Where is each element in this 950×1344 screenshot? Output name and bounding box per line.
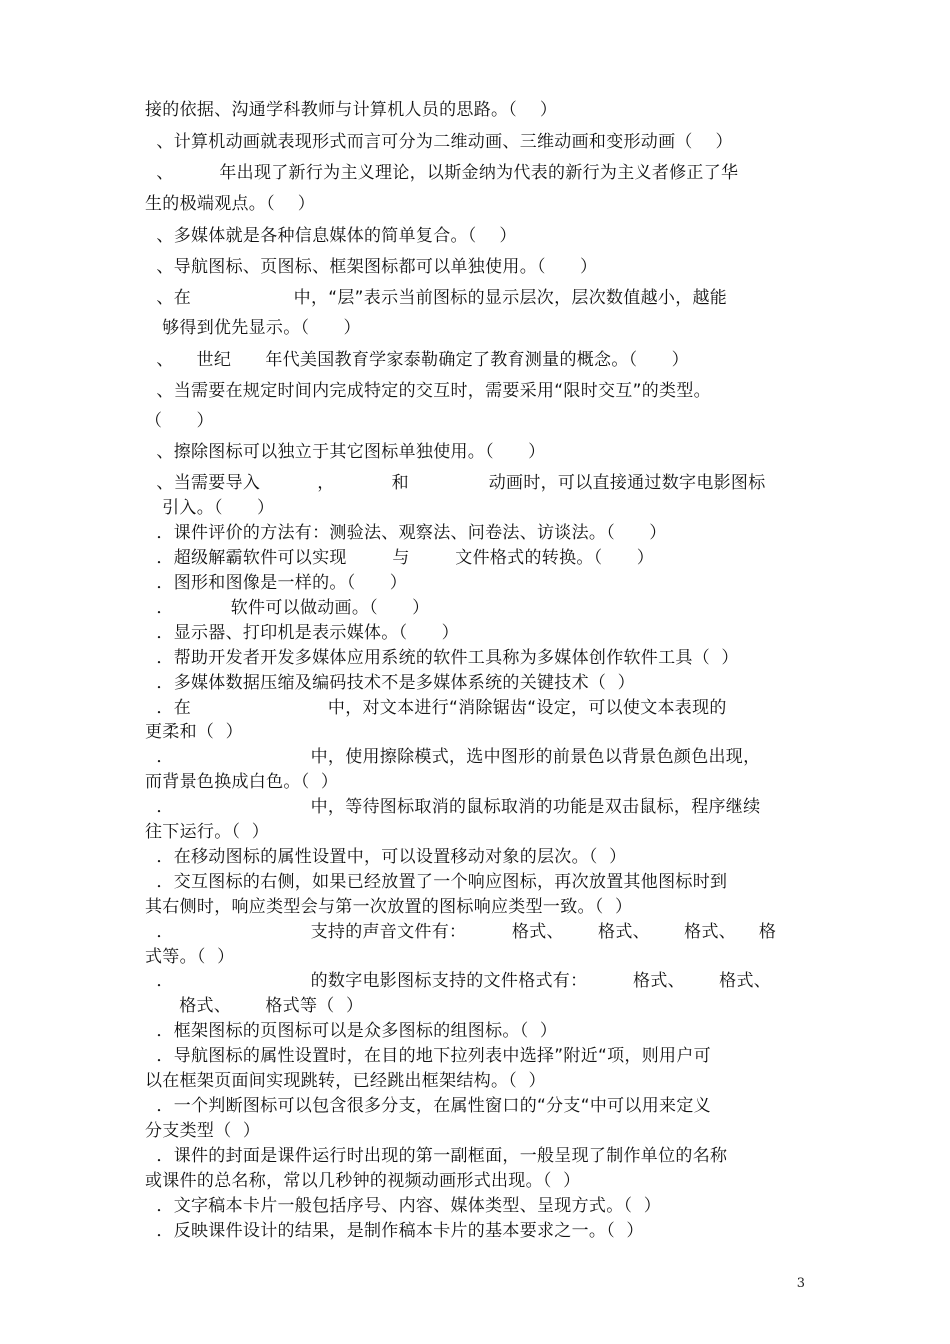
text-line: ． 的数字电影图标支持的文件格式有： 格式、 格式、 [145, 971, 772, 991]
text-line: 、擦除图标可以独立于其它图标单独使用。（ ） [145, 442, 546, 462]
text-line: ． 软件可以做动画。（ ） [145, 598, 430, 618]
text-line: 接的依据、沟通学科教师与计算机人员的思路。（ ） [145, 100, 558, 120]
text-line: 够得到优先显示。（ ） [145, 318, 361, 338]
text-line: 格式、 格式等（ ） [145, 996, 364, 1016]
text-line: ．反映课件设计的结果，是制作稿本卡片的基本要求之一。（ ） [145, 1221, 644, 1241]
text-line: ．导航图标的属性设置时，在目的地下拉列表中选择”附近“项，则用户可 [145, 1046, 711, 1066]
text-line: ．图形和图像是一样的。（ ） [145, 573, 408, 593]
text-line: 生的极端观点。（ ） [145, 194, 316, 214]
text-line: ．超级解霸软件可以实现 与 文件格式的转换。（ ） [145, 548, 654, 568]
text-line: 、 年出现了新行为主义理论，以斯金纳为代表的新行为主义者修正了华 [145, 163, 739, 183]
text-line: 式等。（ ） [145, 947, 235, 967]
text-line: 、在 中，“层”表示当前图标的显示层次，层次数值越小，越能 [145, 288, 728, 308]
text-line: （ ） [145, 411, 214, 431]
text-line: 、计算机动画就表现形式而言可分为二维动画、三维动画和变形动画（ ） [145, 132, 733, 152]
text-line: ．显示器、打印机是表示媒体。（ ） [145, 623, 459, 643]
text-line: 引入。（ ） [145, 498, 275, 518]
text-line: ．一个判断图标可以包含很多分支，在属性窗口的“分支“中可以用来定义 [145, 1096, 711, 1116]
text-line: 其右侧时，响应类型会与第一次放置的图标响应类型一致。（ ） [145, 897, 633, 917]
text-line: ．多媒体数据压缩及编码技术不是多媒体系统的关键技术（ ） [145, 673, 635, 693]
text-line: 分支类型（ ） [145, 1121, 261, 1141]
text-line: ． 中，等待图标取消的鼠标取消的功能是双击鼠标，程序继续 [145, 797, 761, 817]
text-line: 往下运行。（ ） [145, 822, 270, 842]
text-line: 、 世纪 年代美国教育学家泰勒确定了教育测量的概念。（ ） [145, 350, 689, 370]
text-line: ．在移动图标的属性设置中，可以设置移动对象的层次。（ ） [145, 847, 627, 867]
page-number: 3 [796, 1276, 805, 1291]
text-line: ．课件的封面是课件运行时出现的第一副框面，一般呈现了制作单位的名称 [145, 1146, 728, 1166]
text-line: 、当需要在规定时间内完成特定的交互时，需要采用“限时交互”的类型。 [145, 381, 711, 401]
text-line: ．在 中，对文本进行“消除锯齿“设定，可以使文本表现的 [145, 698, 727, 718]
text-line: 更柔和（ ） [145, 722, 243, 742]
text-line: ． 支持的声音文件有： 格式、 格式、 格式、 格 [145, 922, 777, 942]
text-line: ．文字稿本卡片一般包括序号、内容、媒体类型、呈现方式。（ ） [145, 1196, 662, 1216]
text-line: 而背景色换成白色。（ ） [145, 772, 339, 792]
text-line: ．框架图标的页图标可以是众多图标的组图标。（ ） [145, 1021, 558, 1041]
text-line: 、当需要导入 ， 和 动画时，可以直接通过数字电影图标 [145, 473, 766, 493]
text-line: 或课件的总名称，常以几秒钟的视频动画形式出现。（ ） [145, 1171, 581, 1191]
text-line: ．帮助开发者开发多媒体应用系统的软件工具称为多媒体创作软件工具（ ） [145, 648, 739, 668]
text-line: 、导航图标、页图标、框架图标都可以单独使用。（ ） [145, 257, 598, 277]
text-line: ． 中，使用擦除模式，选中图形的前景色以背景色颜色出现， [145, 747, 761, 767]
text-line: ．课件评价的方法有：测验法、观察法、问卷法、访谈法。（ ） [145, 523, 667, 543]
text-line: 以在框架页面间实现跳转，已经跳出框架结构。（ ） [145, 1071, 546, 1091]
text-line: ．交互图标的右侧，如果已经放置了一个响应图标，再次放置其他图标时到 [145, 872, 728, 892]
text-line: 、多媒体就是各种信息媒体的简单复合。（ ） [145, 226, 517, 246]
